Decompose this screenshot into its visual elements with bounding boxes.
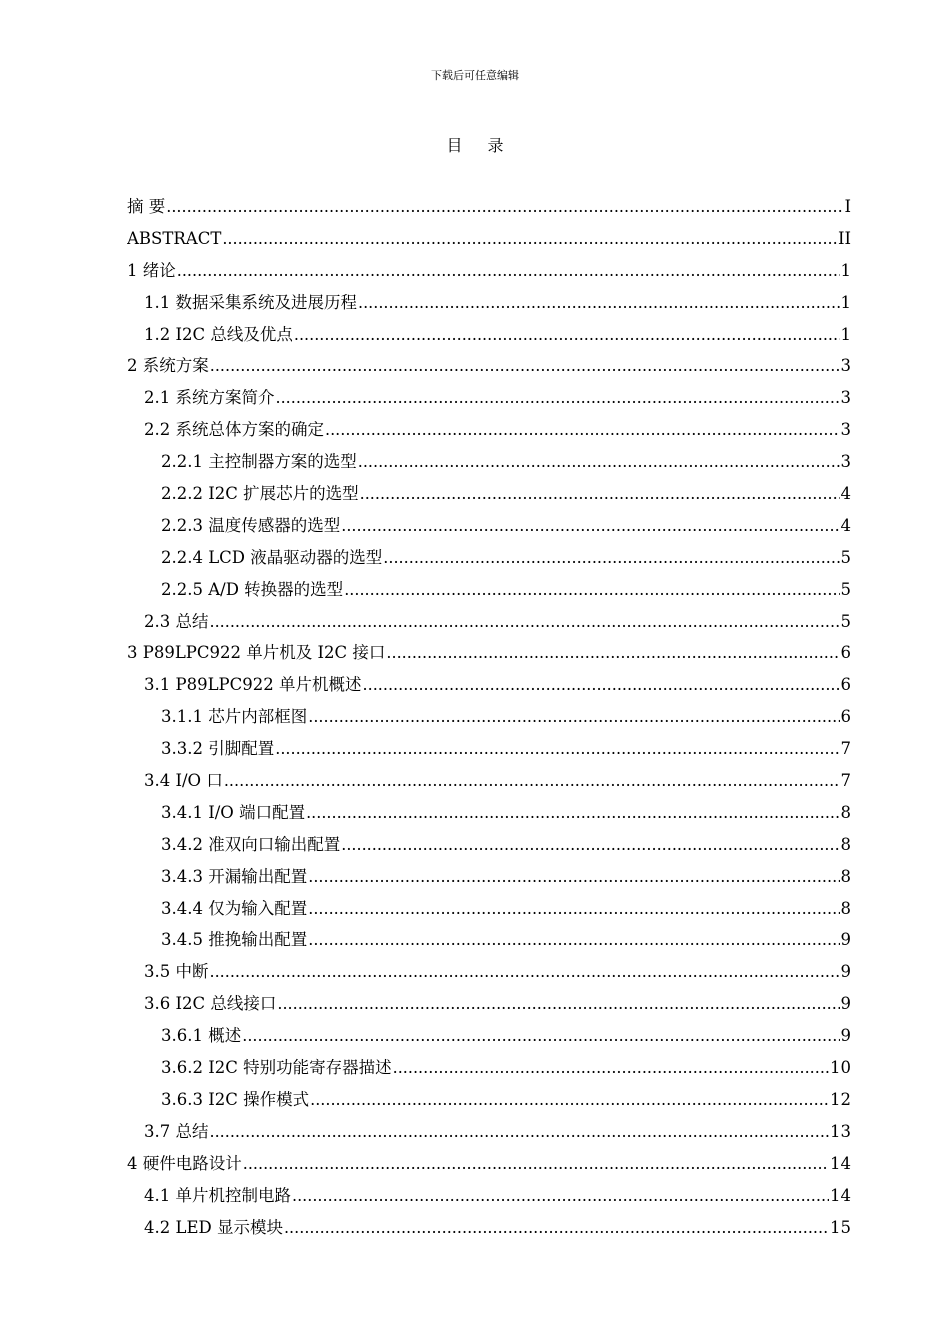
toc-entry[interactable] bbox=[127, 193, 851, 225]
toc-entry-page: 4 bbox=[840, 515, 851, 535]
toc-dot-leader bbox=[276, 384, 840, 412]
toc-entry[interactable] bbox=[127, 1118, 851, 1150]
toc-entry[interactable] bbox=[127, 321, 851, 353]
toc-entry-page: 15 bbox=[830, 1217, 851, 1237]
toc-entry-label: 2.2 系统总体方案的确定 bbox=[144, 420, 324, 440]
toc-entry-label: 3 P89LPC922 单片机及 I2C 接口 bbox=[127, 643, 386, 663]
toc-entry-page: 8 bbox=[840, 834, 851, 854]
toc-entry-label: 3.6.1 概述 bbox=[161, 1026, 242, 1046]
toc-entry-page: 3 bbox=[840, 420, 851, 440]
toc-entry-label: 4.1 单片机控制电路 bbox=[144, 1185, 291, 1205]
toc-entry[interactable] bbox=[127, 1086, 851, 1118]
toc-entry[interactable] bbox=[127, 1054, 851, 1086]
toc-entry-page: 7 bbox=[840, 771, 851, 791]
toc-title: 目 录 bbox=[446, 136, 514, 155]
toc-entry-page: 3 bbox=[840, 356, 851, 376]
toc-entry-page: 6 bbox=[840, 707, 851, 727]
toc-entry[interactable] bbox=[127, 512, 851, 544]
toc-entry-page: 12 bbox=[830, 1089, 851, 1109]
toc-entry-page: 9 bbox=[840, 962, 851, 982]
toc-entry-page: 1 bbox=[840, 324, 851, 344]
toc-entry[interactable] bbox=[127, 958, 851, 990]
toc-entry[interactable] bbox=[127, 448, 851, 480]
toc-entry-label: 1.1 数据采集系统及进展历程 bbox=[144, 292, 357, 312]
toc-dot-leader bbox=[210, 1118, 830, 1146]
toc-entry-label: 1 绪论 bbox=[127, 260, 176, 280]
toc-entry[interactable] bbox=[127, 480, 851, 512]
toc-dot-leader bbox=[325, 416, 840, 444]
toc-entry[interactable] bbox=[127, 895, 851, 927]
toc-entry-page: 1 bbox=[840, 292, 851, 312]
toc-dot-leader bbox=[294, 321, 840, 349]
toc-entry-label: 3.6.2 I2C 特别功能寄存器描述 bbox=[161, 1058, 392, 1078]
toc-entry-page: 13 bbox=[830, 1121, 851, 1141]
toc-entry[interactable] bbox=[127, 1150, 851, 1182]
toc-dot-leader bbox=[393, 1054, 829, 1082]
toc-entry-label: 3.3.2 引脚配置 bbox=[161, 739, 275, 759]
toc-entry-label: 3.6 I2C 总线接口 bbox=[144, 994, 277, 1014]
toc-entry-page: II bbox=[837, 228, 851, 248]
toc-dot-leader bbox=[277, 990, 839, 1018]
toc-entry-page: 14 bbox=[830, 1153, 851, 1173]
toc-entry-label: 2.2.1 主控制器方案的选型 bbox=[161, 452, 357, 472]
toc-entry[interactable] bbox=[127, 384, 851, 416]
toc-dot-leader bbox=[308, 926, 839, 954]
toc-entry-page: 5 bbox=[840, 611, 851, 631]
toc-entry[interactable] bbox=[127, 671, 851, 703]
toc-entry[interactable] bbox=[127, 767, 851, 799]
toc-dot-leader bbox=[308, 703, 839, 731]
toc-entry-label: 3.1 P89LPC922 单片机概述 bbox=[144, 675, 362, 695]
toc-dot-leader bbox=[210, 958, 840, 986]
toc-dot-leader bbox=[360, 480, 840, 508]
toc-entry-page: 1 bbox=[840, 260, 851, 280]
toc-entry-page: I bbox=[844, 197, 851, 216]
toc-entry-page: 3 bbox=[840, 388, 851, 408]
toc-entry[interactable] bbox=[127, 1022, 851, 1054]
toc-entry-page: 10 bbox=[830, 1058, 851, 1078]
toc-entry[interactable] bbox=[127, 352, 851, 384]
toc-entry[interactable] bbox=[127, 416, 851, 448]
toc-dot-leader bbox=[383, 544, 839, 572]
toc-entry-label: 4 硬件电路设计 bbox=[127, 1153, 242, 1173]
toc-entry-page: 9 bbox=[840, 1026, 851, 1046]
toc-dot-leader bbox=[166, 193, 843, 221]
toc-entry-label: 2 系统方案 bbox=[127, 356, 209, 376]
toc-entry-page: 5 bbox=[840, 579, 851, 599]
toc-entry-label: ABSTRACT bbox=[127, 228, 222, 248]
toc-entry-label: 3.4.5 推挽输出配置 bbox=[161, 930, 308, 950]
toc-entry[interactable] bbox=[127, 735, 851, 767]
toc-entry-label: 2.2.5 A/D 转换器的选型 bbox=[161, 579, 344, 599]
toc-dot-leader bbox=[243, 1150, 829, 1178]
toc-entry[interactable] bbox=[127, 799, 851, 831]
toc-dot-leader bbox=[308, 863, 839, 891]
toc-entry-label: 3.4.2 准双向口输出配置 bbox=[161, 834, 341, 854]
toc-dot-leader bbox=[242, 1022, 839, 1050]
toc-dot-leader bbox=[222, 225, 837, 253]
toc-entry-label: 2.1 系统方案简介 bbox=[144, 388, 275, 408]
toc-entry[interactable] bbox=[127, 257, 851, 289]
toc-entry-page: 3 bbox=[840, 452, 851, 472]
toc-dot-leader bbox=[292, 1182, 829, 1210]
toc-dot-leader bbox=[341, 512, 839, 540]
toc-entry-label: 摘 要 bbox=[127, 197, 166, 216]
toc-dot-leader bbox=[275, 735, 839, 763]
toc-entry-page: 8 bbox=[840, 898, 851, 918]
toc-entry[interactable] bbox=[127, 608, 851, 640]
toc-entry-label: 2.2.3 温度传感器的选型 bbox=[161, 515, 341, 535]
toc-entry[interactable] bbox=[127, 544, 851, 576]
toc-entry-label: 4.2 LED 显示模块 bbox=[144, 1217, 283, 1237]
toc-dot-leader bbox=[344, 576, 839, 604]
header-note: 下载后可任意编辑 bbox=[431, 69, 519, 82]
toc-entry[interactable] bbox=[127, 990, 851, 1022]
toc-entry[interactable] bbox=[127, 225, 851, 257]
toc-dot-leader bbox=[284, 1214, 829, 1242]
toc-dot-leader bbox=[386, 639, 839, 667]
toc-dot-leader bbox=[224, 767, 840, 795]
toc-entry[interactable] bbox=[127, 1182, 851, 1214]
toc-entry-page: 6 bbox=[840, 675, 851, 695]
toc-entry-page: 5 bbox=[840, 547, 851, 567]
toc-dot-leader bbox=[177, 257, 840, 285]
toc-dot-leader bbox=[306, 799, 839, 827]
toc-entry-label: 3.1.1 芯片内部框图 bbox=[161, 707, 308, 727]
toc-entry-page: 4 bbox=[840, 484, 851, 504]
toc-dot-leader bbox=[210, 352, 840, 380]
toc-entry-page: 9 bbox=[840, 994, 851, 1014]
toc-entry[interactable] bbox=[127, 576, 851, 608]
toc-entry-page: 8 bbox=[840, 802, 851, 822]
toc-entry[interactable] bbox=[127, 926, 851, 958]
toc-entry-label: 2.2.4 LCD 液晶驱动器的选型 bbox=[161, 547, 383, 567]
toc-dot-leader bbox=[358, 448, 840, 476]
toc-entry-page: 6 bbox=[840, 643, 851, 663]
toc-entry[interactable] bbox=[127, 831, 851, 863]
toc-entry-label: 3.5 中断 bbox=[144, 962, 209, 982]
toc-entry-page: 9 bbox=[840, 930, 851, 950]
toc-dot-leader bbox=[341, 831, 839, 859]
toc-entry-label: 3.6.3 I2C 操作模式 bbox=[161, 1089, 310, 1109]
toc-dot-leader bbox=[308, 895, 839, 923]
toc-entry-label: 1.2 I2C 总线及优点 bbox=[144, 324, 293, 344]
toc-entry[interactable] bbox=[127, 703, 851, 735]
toc-dot-leader bbox=[210, 608, 840, 636]
toc-entry-label: 2.2.2 I2C 扩展芯片的选型 bbox=[161, 484, 359, 504]
toc-entry-label: 3.4.1 I/O 端口配置 bbox=[161, 802, 306, 822]
toc-entry-label: 3.4.3 开漏输出配置 bbox=[161, 866, 308, 886]
toc-entry[interactable] bbox=[127, 639, 851, 671]
toc-dot-leader bbox=[310, 1086, 829, 1114]
toc-dot-leader bbox=[363, 671, 840, 699]
toc-entry-label: 3.7 总结 bbox=[144, 1121, 209, 1141]
toc-entry[interactable] bbox=[127, 289, 851, 321]
toc-entry-page: 14 bbox=[830, 1185, 851, 1205]
toc-entry[interactable] bbox=[127, 863, 851, 895]
toc-entry-page: 7 bbox=[840, 739, 851, 759]
toc-entry-label: 2.3 总结 bbox=[144, 611, 209, 631]
toc-dot-leader bbox=[358, 289, 840, 317]
toc-entry-page: 8 bbox=[840, 866, 851, 886]
table-of-contents bbox=[127, 193, 851, 1245]
toc-entry-label: 3.4 I/O 口 bbox=[144, 771, 223, 791]
toc-entry-label: 3.4.4 仅为输入配置 bbox=[161, 898, 308, 918]
toc-entry[interactable] bbox=[127, 1214, 851, 1246]
